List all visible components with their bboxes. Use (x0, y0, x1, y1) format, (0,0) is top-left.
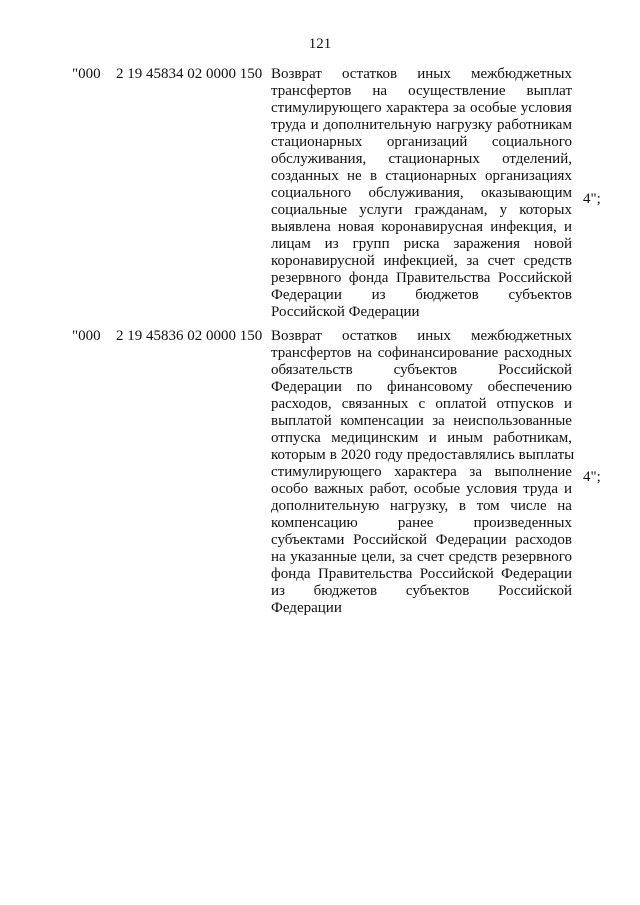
description-line: дополнительную нагрузку, в том числе на (271, 498, 572, 514)
description-line: Федерации (271, 600, 342, 616)
description-line: труда и дополнительную нагрузку работникам (271, 117, 572, 133)
row-prefix: "000 (72, 328, 101, 344)
administrator-code: 4"; (583, 191, 601, 207)
description-line: лицам из групп риска заражения новой (271, 236, 572, 252)
description-line: фонда Правительства Российской Федерации (271, 566, 572, 582)
description-line: социального обслуживания, оказывающим (271, 185, 572, 201)
description-line: выплатой компенсации за неиспользованные (271, 413, 572, 429)
description-line: которым в 2020 году предоставлялись выплаты (271, 447, 575, 463)
description-line: на указанные цели, за счет средств резервного (271, 549, 572, 565)
description-line: обязательств субъектов Российской (271, 362, 572, 378)
revenue-description (271, 66, 572, 321)
description-line: трансфертов на осуществление выплат (271, 83, 572, 99)
description-line: стимулирующего характера за выполнение (271, 464, 572, 480)
description-line: коронавирусной инфекцией, за счет средств (271, 253, 572, 269)
description-line: компенсацию ранее произведенных (271, 515, 572, 531)
budget-classification-code: 2 19 45834 02 0000 150 (116, 66, 263, 82)
description-line: выявлена новая коронавирусная инфекция, и (271, 219, 572, 235)
description-line: Российской Федерации (271, 304, 420, 320)
description-line: субъектами Российской Федерации расходов (271, 532, 572, 548)
description-line: трансфертов на софинансирование расходных (271, 345, 572, 361)
description-line: обслуживания, стационарных отделений, (271, 151, 572, 167)
description-line: созданных не в стационарных организациях (271, 168, 572, 184)
description-line: Федерации из бюджетов субъектов (271, 287, 572, 303)
administrator-code: 4"; (583, 469, 601, 485)
description-line: стационарных организаций социального (271, 134, 572, 150)
description-line: стимулирующего характера за особые условия (271, 100, 572, 116)
description-line: Возврат остатков иных межбюджетных (271, 328, 572, 344)
description-line: особо важных работ, особые условия труда и (271, 481, 572, 497)
page-number: 121 (308, 36, 332, 52)
description-line: социальные услуги гражданам, у которых (271, 202, 572, 218)
description-line: резервного фонда Правительства Российской (271, 270, 572, 286)
description-line: Федерации по финансовому обеспечению (271, 379, 572, 395)
row-prefix: "000 (72, 66, 101, 82)
description-line: расходов, связанных с оплатой отпусков и (271, 396, 572, 412)
budget-classification-code: 2 19 45836 02 0000 150 (116, 328, 263, 344)
description-line: Возврат остатков иных межбюджетных (271, 66, 572, 82)
description-line: из бюджетов субъектов Российской (271, 583, 572, 599)
revenue-description (271, 328, 575, 617)
description-line: отпуска медицинским и иным работникам, (271, 430, 572, 446)
